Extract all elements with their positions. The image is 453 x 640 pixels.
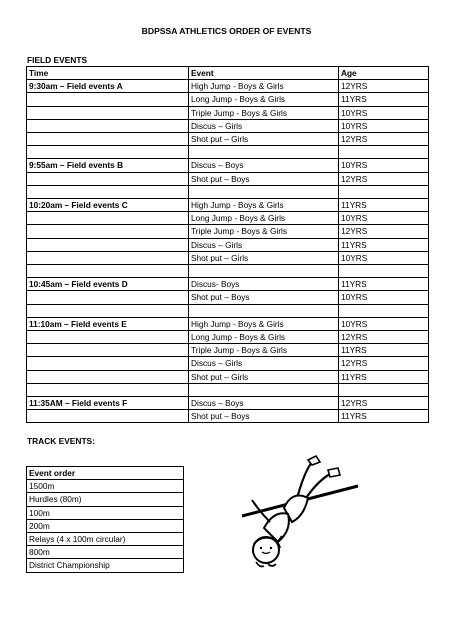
field-header-cell: Age (339, 67, 429, 80)
time-cell (27, 238, 189, 251)
time-cell: 10:45am – Field events D (27, 278, 189, 291)
event-cell: Discus- Boys (189, 278, 339, 291)
age-cell: 12YRS (339, 397, 429, 410)
age-cell: 10YRS (339, 159, 429, 172)
age-cell: 12YRS (339, 80, 429, 93)
age-cell: 12YRS (339, 172, 429, 185)
time-cell (27, 133, 189, 146)
event-cell: Shot put – Girls (189, 251, 339, 264)
time-cell (27, 410, 189, 423)
time-cell (27, 172, 189, 185)
table-row (27, 265, 429, 278)
track-event-cell: Hurdles (80m) (27, 493, 184, 506)
high-jumper-illustration (234, 452, 362, 578)
table-row (27, 317, 429, 330)
time-cell (27, 93, 189, 106)
age-cell: 10YRS (339, 317, 429, 330)
table-row (27, 383, 429, 396)
page-title: BDPSSA ATHLETICS ORDER OF EVENTS (141, 26, 312, 36)
event-cell: Triple Jump - Boys & Girls (189, 106, 339, 119)
table-row (27, 106, 429, 119)
time-cell (27, 291, 189, 304)
field-events-heading: FIELD EVENTS (27, 55, 88, 65)
event-cell: Triple Jump - Boys & Girls (189, 344, 339, 357)
table-row (27, 119, 429, 132)
event-cell (189, 146, 339, 159)
field-events-table (26, 66, 429, 423)
time-cell (27, 212, 189, 225)
table-row (27, 159, 429, 172)
event-cell: Long Jump - Boys & Girls (189, 93, 339, 106)
age-cell: 11YRS (339, 344, 429, 357)
table-row (27, 93, 429, 106)
age-cell: 11YRS (339, 199, 429, 212)
age-cell: 11YRS (339, 370, 429, 383)
event-cell: Discus – Boys (189, 397, 339, 410)
event-cell: High Jump - Boys & Girls (189, 317, 339, 330)
list-item (27, 480, 184, 493)
track-event-cell: District Championship (27, 559, 184, 572)
age-cell (339, 146, 429, 159)
time-cell: 11:10am – Field events E (27, 317, 189, 330)
table-row (27, 185, 429, 198)
event-cell: Shot put – Girls (189, 370, 339, 383)
table-row (27, 344, 429, 357)
table-row (27, 357, 429, 370)
table-row (27, 212, 429, 225)
table-row (27, 304, 429, 317)
time-cell (27, 304, 189, 317)
track-header-row (27, 467, 184, 480)
age-cell: 10YRS (339, 251, 429, 264)
track-events-table (26, 466, 184, 573)
table-row (27, 278, 429, 291)
table-row (27, 146, 429, 159)
event-cell (189, 304, 339, 317)
event-cell: Shot put – Boys (189, 291, 339, 304)
age-cell: 11YRS (339, 410, 429, 423)
event-cell: Long Jump - Boys & Girls (189, 212, 339, 225)
time-cell (27, 383, 189, 396)
age-cell: 10YRS (339, 212, 429, 225)
age-cell: 11YRS (339, 238, 429, 251)
time-cell (27, 119, 189, 132)
time-cell (27, 370, 189, 383)
field-header-cell: Event (189, 67, 339, 80)
time-cell (27, 344, 189, 357)
list-item (27, 546, 184, 559)
table-row (27, 410, 429, 423)
age-cell (339, 304, 429, 317)
age-cell: 12YRS (339, 225, 429, 238)
list-item (27, 533, 184, 546)
list-item (27, 559, 184, 572)
table-row (27, 80, 429, 93)
event-cell: Discus – Girls (189, 119, 339, 132)
time-cell: 11:35AM – Field events F (27, 397, 189, 410)
age-cell: 11YRS (339, 278, 429, 291)
age-cell (339, 185, 429, 198)
track-events-heading: TRACK EVENTS: (27, 436, 95, 446)
time-cell: 9:55am – Field events B (27, 159, 189, 172)
time-cell (27, 331, 189, 344)
age-cell: 12YRS (339, 331, 429, 344)
time-cell (27, 251, 189, 264)
event-cell: Discus – Girls (189, 238, 339, 251)
event-cell: Discus – Girls (189, 357, 339, 370)
time-cell (27, 146, 189, 159)
event-cell: Long Jump - Boys & Girls (189, 331, 339, 344)
table-row (27, 397, 429, 410)
time-cell (27, 106, 189, 119)
table-row (27, 331, 429, 344)
table-row (27, 199, 429, 212)
age-cell: 11YRS (339, 93, 429, 106)
list-item (27, 506, 184, 519)
time-cell: 9:30am – Field events A (27, 80, 189, 93)
track-event-cell: 1500m (27, 480, 184, 493)
time-cell (27, 225, 189, 238)
time-cell (27, 185, 189, 198)
age-cell (339, 383, 429, 396)
age-cell: 12YRS (339, 133, 429, 146)
event-cell (189, 185, 339, 198)
table-row (27, 238, 429, 251)
event-cell: High Jump - Boys & Girls (189, 199, 339, 212)
age-cell: 10YRS (339, 106, 429, 119)
event-cell: Shot put – Boys (189, 172, 339, 185)
track-event-cell: 200m (27, 519, 184, 532)
time-cell (27, 265, 189, 278)
table-row (27, 251, 429, 264)
event-cell: Shot put – Boys (189, 410, 339, 423)
list-item (27, 493, 184, 506)
age-cell: 10YRS (339, 291, 429, 304)
track-event-cell: Relays (4 x 100m circular) (27, 533, 184, 546)
time-cell (27, 357, 189, 370)
event-cell: Discus – Boys (189, 159, 339, 172)
table-row (27, 225, 429, 238)
age-cell (339, 265, 429, 278)
table-row (27, 291, 429, 304)
field-header-row (27, 67, 429, 80)
table-row (27, 172, 429, 185)
age-cell: 12YRS (339, 357, 429, 370)
event-cell: High Jump - Boys & Girls (189, 80, 339, 93)
track-event-cell: 100m (27, 506, 184, 519)
table-row (27, 133, 429, 146)
table-row (27, 370, 429, 383)
event-cell (189, 383, 339, 396)
event-cell (189, 265, 339, 278)
track-event-cell: 800m (27, 546, 184, 559)
event-cell: Shot put – Girls (189, 133, 339, 146)
list-item (27, 519, 184, 532)
age-cell: 10YRS (339, 119, 429, 132)
track-header-cell: Event order (27, 467, 184, 480)
event-cell: Triple Jump - Boys & Girls (189, 225, 339, 238)
time-cell: 10:20am – Field events C (27, 199, 189, 212)
field-header-cell: Time (27, 67, 189, 80)
